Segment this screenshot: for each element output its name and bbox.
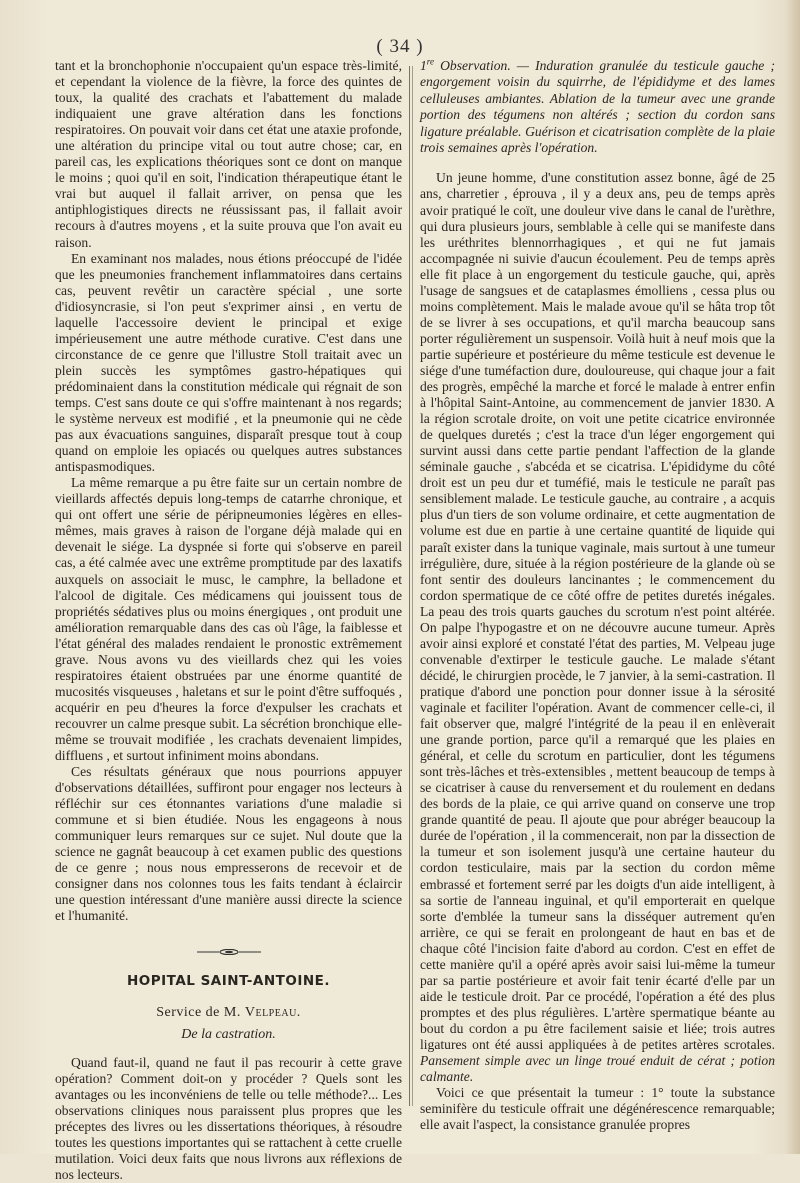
service-line <box>55 1005 402 1021</box>
topic-title: De la castration. <box>181 1026 276 1042</box>
paragraph-body: Un jeune homme, d'une constitution assez bonne, âgé de 25 ans, charretier , éprouva , il y a deux ans, peu de temps après avoir pratiqué le coït, une douleur vive dans le canal de l'urèthre, qui dura plusieurs jours, semblable à celle qui se manifeste dans les uréthrites blennorrhagiques , et qui ne fut jamais accompagnée ni suivie d'aucun écoulement. Peu de temps après elle fit place à un engorgement du testicule gauche, qui, après l'usage de sangsues et de cataplasmes émolliens , cessa plus ou moins complètement. Mais le malade avoue qu'il se hâta trop tôt de se livrer à ses occupations, et qu'il marcha beaucoup sans porter régulièrement un suspensoir. Voilà huit à neuf mois que la partie supérieure et postérieure du même testicule est devenue le siége d'une tuméfaction dure, douloureuse, qui chaque jour a fait des progrès, empêché la marche et forcé le malade à entrer enfin à l'hôpital Saint-Antoine, au commencement de janvier 1830. A la région scrotale droite, on voit une petite cicatrice environnée de quelques duretés ; c'est la trace d'un léger engorgement qui survint aussi dans cette partie pendant l'affection de la glande séminale gauche , s'abcéda et se cicatrisa. L'épididyme du côté droit est un peu dur et tuméfié, mais le testicule ne paraît pas sensiblement malade. Le testicule gauche, au contraire , a acquis plus d'un tiers de son volume ordinaire, et cette augmentation de volume est due en partie à une certaine quantité de liquide qui paraît exister dans la tunique vaginale, mais surtout à une tumeur irrégulière, dure, située à la région postérieure de la glande où se font sentir des douleurs lancinantes ; le commencement du cordon spermatique de ce côté offre de petites duretés inégales. La peau des trois quarts gauches du scrotum n'est point altérée. On palpe l'hypogastre et on ne découvre aucune tumeur. Après avoir ainsi exploré et constaté l'état des parties, M. Velpeau juge convenable d'extirper le testicule gauche. Le malade s'étant décidé, le chirurgien procède, le 7 janvier, à la semi-castration. Il pratique d'abord une ponction pour donner issue à la sérosité vaginale et faciliter l'opération. Avant de commencer celle-ci, il fait observer que, malgré l'intégrité de la peau il en enlèverait une grande portion, parce qu'il a remarqué que les plaies en général, et celle du scrotum en particulier, dont les tégumens sont très-lâches et très-extensibles , mettent beaucoup de temps à se cicatriser à cause du renversement et du roulement en dedans des bords de la plaie, ce qui arrive quand on conserve une trop grande quantité de peau. Il ajoute que pour abréger beaucoup la durée de l'opération , il la commencerait, non par la dissection de la tumeur et son isolement jusqu'à une certaine hauteur du cordon testiculaire, mais par la section du cordon même embrassé et fortement serré par les doigts d'un aide intelligent, à sa sortie de l'anneau inguinal, et qu'il emporterait en quelque sorte d'emblée la tumeur sans la disséquer autrement qu'en arrière, ce qui se ferait en prolongeant de haut en bas et de chaque côté l'incision faite d'abord au cordon. C'est en effet de cette manière qu'il a opéré après avoir saisi lui-même la tumeur par sa partie postérieure et avoir fait tenir écarté d'elle par un aide le testicule droit. Par ce procédé, l'opération a été des plus promptes et des plus régulières. L'artère spermatique béante au bout du cordon a pu être facilement saisie et liée; trois autres ligatures ont été aussi appliquées à de petites artères scrotales. <box>420 170 775 1052</box>
section-title: HOPITAL SAINT-ANTOINE. <box>126 972 331 989</box>
observation-number: 1 <box>420 58 427 73</box>
page-edge-shadow <box>786 0 800 1154</box>
paragraph: tant et la bronchophonie n'occupaient qu'un espace très-limité, et cependant la violence de la fièvre, la force des quintes de toux, la qualité des crachats et l'abattement du malade indiquaient une grave altération dans les fonctions respiratoires. On pouvait voir dans cet état une ataxie profonde, une altération du principe vital ou tout autre chose; car, en pareil cas, les explications théoriques sont ce dont on manque le moins ; quoi qu'il en soit, l'indication thérapeutique étant le vrai but auquel il fallait arriver, on pensa que les antiphlogistiques directs ne réussissant pas, il fallait avoir recours à d'autres moyens , et la suite prouva que l'on avait eu raison. <box>55 58 402 250</box>
paragraph: En examinant nos malades, nous étions préoccupé de l'idée que les pneumonies franchement inflammatoires dans certains cas, peuvent revêtir un caractère spécial , une sorte d'idiosyncrasie, si l'on peut s'exprimer ainsi , en vertu de laquelle l'accessoire devient le principal et exige impérieusement une autre méthode curative. C'est dans une circonstance de ce genre que l'illustre Stoll traitait avec un plein succès les symptômes gastro-hépatiques qui prédominaient dans la constitution médicale qui régnait de son temps. C'est sans doute ce qui s'offre maintenant à nos regards; le système nerveux est modifié , et la pneumonie qui ne cède pas aux évacuations sanguines, disparaît presque tout à coup quand on emploie les opiacés ou quelques autres substances antispasmodiques. <box>55 250 402 475</box>
paragraph: Ces résultats généraux que nous pourrions appuyer d'observations détaillées, suffiront pour engager nos lecteurs à réfléchir sur ces étonnantes variations d'une maladie si commune et si bien étudiée. Nous les engageons à nous communiquer leurs remarques sur ce sujet. Nul doute que la science ne gagnât beaucoup à cet examen public des questions de ce genre ; nous nous empresserons de recevoir et de consigner dans nos colonnes tous les faits tendant à éclaircir une question intéressant d'une manière aussi directe la science et l'humanité. <box>55 764 402 924</box>
left-column <box>55 58 402 1182</box>
page-number: ( 34 ) <box>376 36 424 57</box>
observation-number-suffix: re <box>426 56 434 67</box>
paragraph: La même remarque a pu être faite sur un certain nombre de vieillards affectés depuis long-temps de catarrhe chronique, et qui ont offert une série de péripneumonies légères en elles-mêmes, mais graves à raison de l'organe déjà malade qui en devenait le siége. La dyspnée si forte qui s'observe en pareil cas, a été calmée avec une extrême promptitude par des laxatifs auxquels on associait le musc, le camphre, la belladone et l'alcool de digitale. Ces médicamens qui jouissent tous de propriétés sédatives plus ou moins énergiques , ont produit une amélioration remarquable dans des cas où l'âge, la faiblesse et l'état général des malades rendaient le pronostic extrêmement grave. Nous avons vu des vieillards chez qui les voies respiratoires étaient obstruées par une énorme quantité de mucosités visqueuses , haletans et sur le point d'être suffoqués , acquérir en peu d'heures la force d'expulser les crachats et recouvrer un calme presque subit. La sécrétion bronchique elle-même se trouvait modifiée , les crachats devenaient limpides, diffluens , et surtout infiniment moins abondans. <box>55 475 402 764</box>
right-column <box>420 58 775 1134</box>
service-name: Velpeau. <box>244 1004 301 1020</box>
service-prefix: Service de M. <box>156 1004 245 1020</box>
observation-title: Observation. — Induration granulée du testicule gauche ; engorgement voisin du squirrhe, de l'épididyme et des lames celluleuses ambiantes. Ablation de la tumeur avec une grande portion des tégumens non altérés ; section du cordon sans ligature préalable. Guérison et cicatrisation complète de la plaie trois semaines après l'opération. <box>420 58 775 156</box>
paragraph <box>420 170 775 1085</box>
paragraph: Voici ce que présentait la tumeur : 1° toute la substance seminifère du testicule offrait une dégénérescence remarquable; elle avait l'aspect, la consistance granulée propres <box>420 1085 775 1133</box>
observation-heading <box>420 58 775 156</box>
column-divider <box>409 66 410 1106</box>
intro-paragraph: Quand faut-il, quand ne faut il pas recourir à cette grave opération? Comment doit-on y procéder ? Quels sont les avantages ou les inconvéniens de telle ou telle méthode?... Les observations cliniques nous paraissent plus propres que les préceptes des livres ou les dissertations théoriques, à résoudre toutes les questions importantes qui se rattachent à cette cruelle mutilation. Voici deux faits que nous livrons aux réflexions de nos lecteurs. <box>55 1054 402 1182</box>
ornament-divider <box>197 949 261 955</box>
column-divider-inner <box>412 66 413 1106</box>
paragraph-italic-tail: Pansement simple avec un linge troué enduit de cérat ; potion calmante. <box>420 1053 775 1085</box>
